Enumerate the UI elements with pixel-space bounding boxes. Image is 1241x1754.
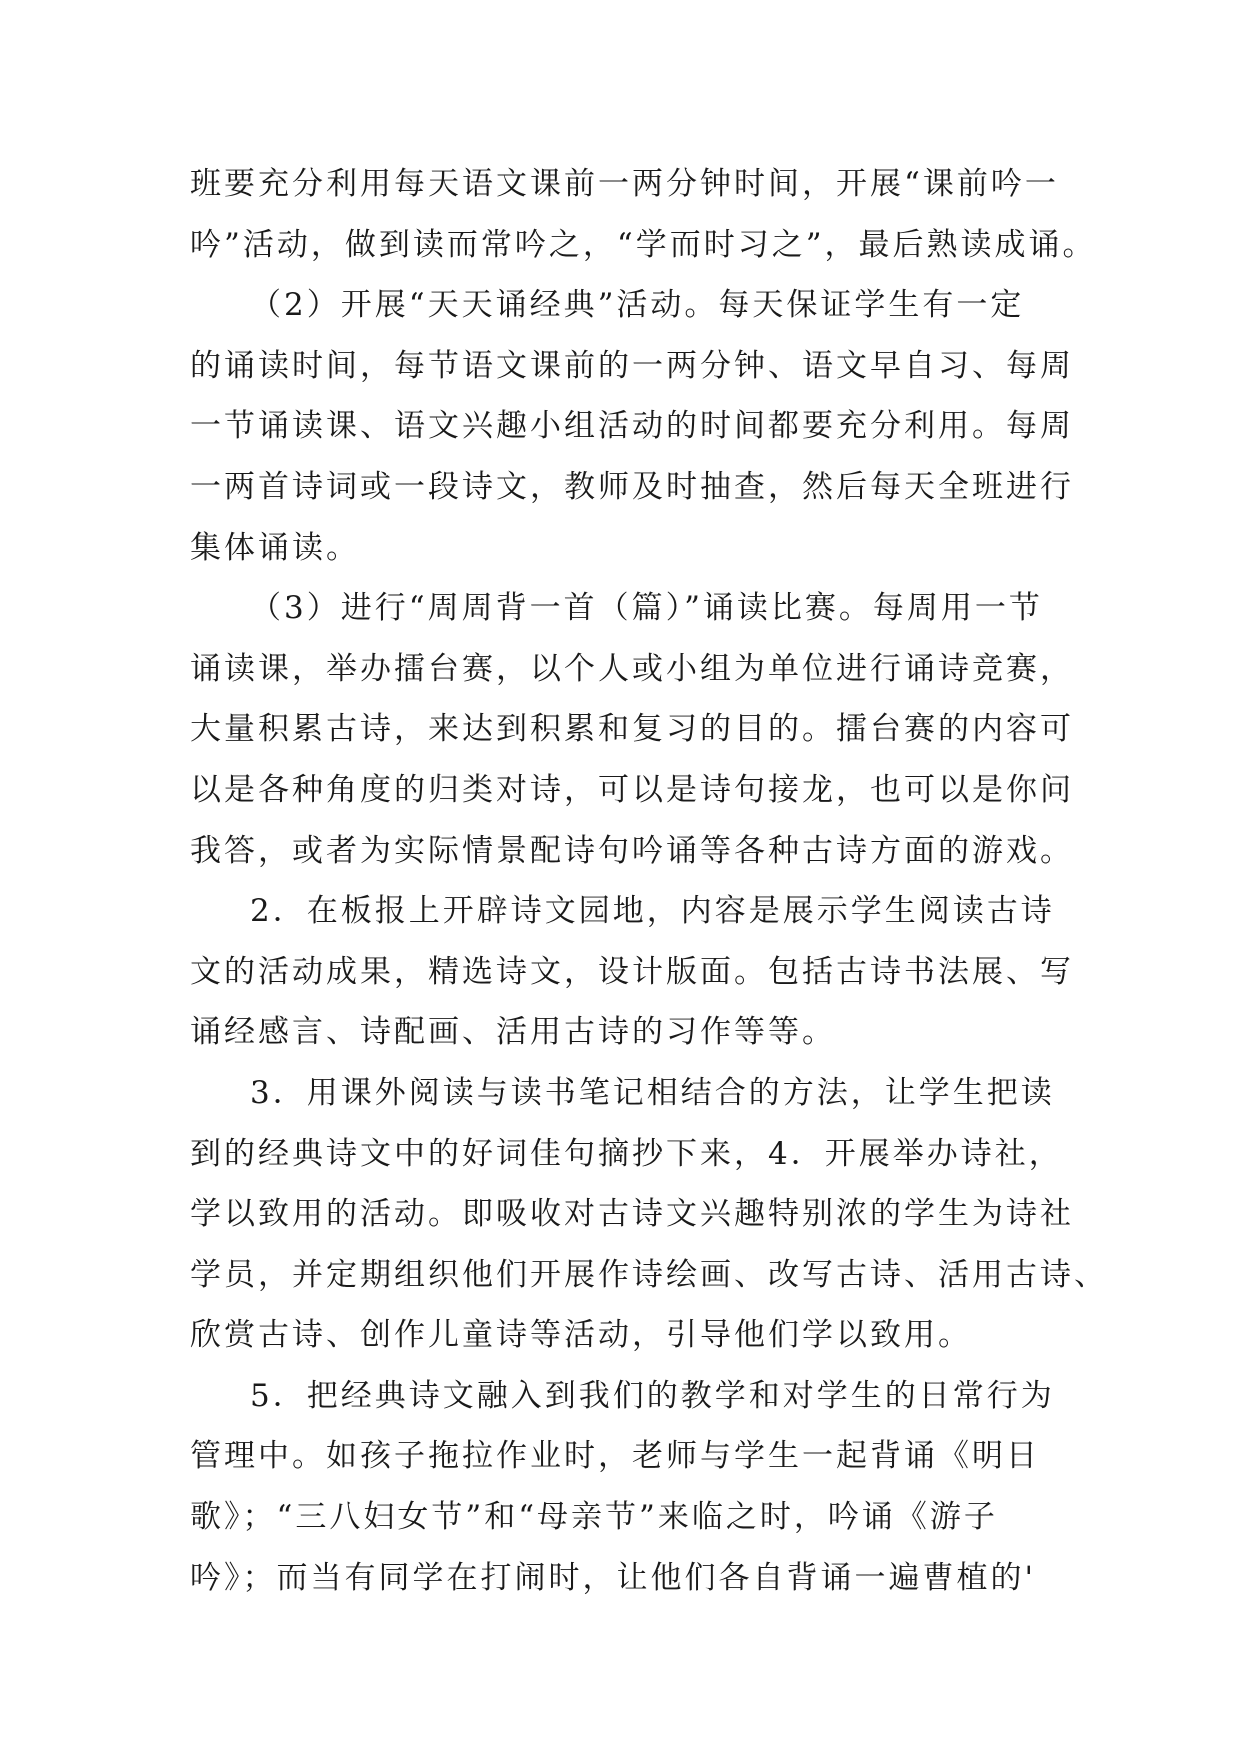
text-line: 学员，并定期组织他们开展作诗绘画、改写古诗、活用古诗、: [190, 1256, 1108, 1293]
text-line: 5．把经典诗文融入到我们的教学和对学生的日常行为: [250, 1377, 1055, 1414]
text-line: 学以致用的活动。即吸收对古诗文兴趣特别浓的学生为诗社: [190, 1196, 1074, 1233]
text-line: 诵读课，举办擂台赛，以个人或小组为单位进行诵诗竞赛，: [190, 650, 1074, 687]
text-line: 以是各种角度的归类对诗，可以是诗句接龙，也可以是你问: [190, 771, 1074, 808]
text-line: 歌》；“三八妇女节”和“母亲节”来临之时，吟诵《游子: [190, 1499, 998, 1536]
text-line: 班要充分利用每天语文课前一两分钟时间，开展“课前吟一: [190, 166, 1059, 202]
text-line: 吟”活动，做到读而常吟之，“学而时习之”，最后熟读成诵。: [190, 226, 1097, 263]
text-line: 2．在板报上开辟诗文园地，内容是展示学生阅读古诗: [250, 893, 1055, 930]
document-body: [190, 154, 1108, 1608]
text-line: 我答，或者为实际情景配诗句吟诵等各种古诗方面的游戏。: [190, 832, 1074, 869]
text-line: 集体诵读。: [190, 529, 360, 566]
text-line: 到的经典诗文中的好词佳句摘抄下来，4．开展举办诗社，: [190, 1135, 1063, 1172]
text-line: 管理中。如孩子拖拉作业时，老师与学生一起背诵《明日: [190, 1438, 1040, 1475]
text-line: 的诵读时间，每节语文课前的一两分钟、语文早自习、每周: [190, 347, 1074, 384]
text-line: 一节诵读课、语文兴趣小组活动的时间都要充分利用。每周: [190, 408, 1074, 445]
text-line: （3）进行“周周背一首（篇）”诵读比赛。每周用一节: [250, 590, 1043, 627]
text-line: 吟》；而当有同学在打闹时，让他们各自背诵一遍曹植的': [190, 1559, 1037, 1596]
text-line: 诵经感言、诗配画、活用古诗的习作等等。: [190, 1014, 836, 1051]
text-line: 一两首诗词或一段诗文，教师及时抽查，然后每天全班进行: [190, 468, 1074, 505]
text-line: （2）开展“天天诵经典”活动。每天保证学生有一定: [250, 287, 1025, 324]
text-line: 欣赏古诗、创作儿童诗等活动，引导他们学以致用。: [190, 1317, 972, 1354]
text-line: 大量积累古诗，来达到积累和复习的目的。擂台赛的内容可: [190, 711, 1074, 748]
text-line: 文的活动成果，精选诗文，设计版面。包括古诗书法展、写: [190, 953, 1074, 990]
text-line: 3．用课外阅读与读书笔记相结合的方法，让学生把读: [250, 1074, 1055, 1111]
